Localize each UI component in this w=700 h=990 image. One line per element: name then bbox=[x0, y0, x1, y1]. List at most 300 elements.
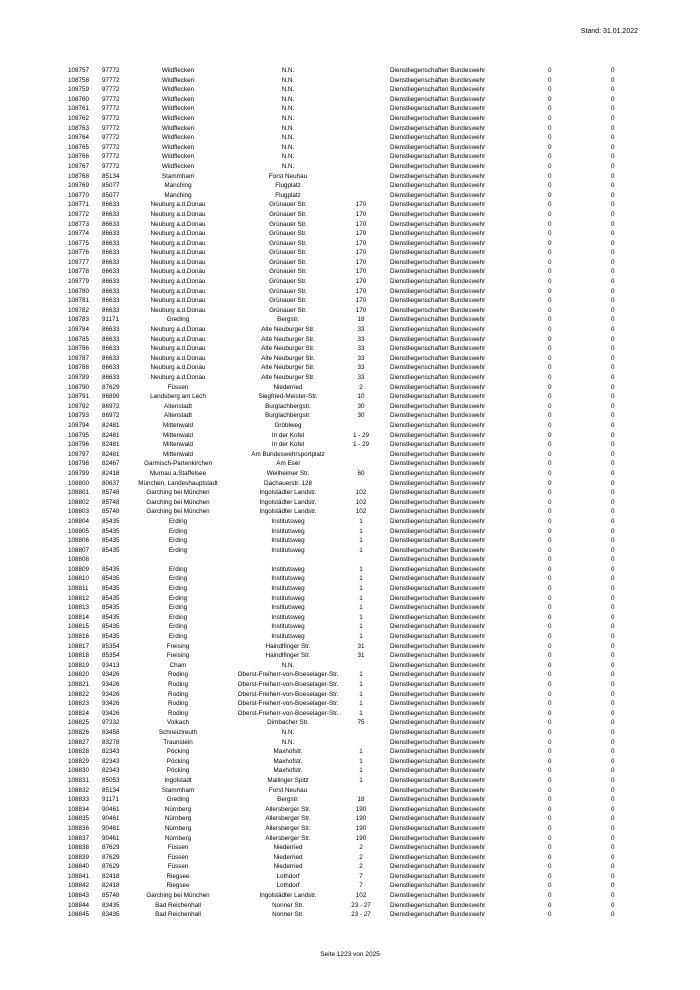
cell-value-a: 0 bbox=[548, 671, 552, 679]
cell-value-b: 0 bbox=[611, 537, 615, 545]
cell-value-a: 0 bbox=[548, 556, 552, 564]
cell-value-a: 0 bbox=[548, 354, 552, 362]
table-row: 108758 97772 Wildflecken N.N. Dienstliegenschaften Bundeswehr 0 0 bbox=[68, 76, 615, 84]
table-row: 108760 97772 Wildflecken N.N. Dienstliegenschaften Bundeswehr 0 0 bbox=[68, 95, 615, 103]
cell-value-b: 0 bbox=[611, 652, 615, 660]
cell-value-b: 0 bbox=[611, 220, 615, 228]
cell-id: 108834 bbox=[68, 805, 90, 813]
table-row: 108763 97772 Wildflecken N.N. Dienstliegenschaften Bundeswehr 0 0 bbox=[68, 124, 615, 132]
cell-owner: Dienstliegenschaften Bundeswehr bbox=[390, 383, 486, 391]
cell-value-a: 0 bbox=[548, 709, 552, 717]
cell-owner: Dienstliegenschaften Bundeswehr bbox=[390, 700, 486, 708]
cell-value-a: 0 bbox=[548, 326, 552, 334]
cell-value-b: 0 bbox=[611, 901, 615, 909]
cell-value-a: 0 bbox=[548, 105, 552, 113]
cell-owner: Dienstliegenschaften Bundeswehr bbox=[390, 153, 486, 161]
cell-id: 108839 bbox=[68, 853, 90, 861]
cell-owner: Dienstliegenschaften Bundeswehr bbox=[390, 728, 486, 736]
cell-value-a: 0 bbox=[548, 172, 552, 180]
cell-plz: 97772 bbox=[102, 134, 120, 142]
cell-value-a: 0 bbox=[548, 306, 552, 314]
cell-owner: Dienstliegenschaften Bundeswehr bbox=[390, 757, 486, 765]
cell-id: 108773 bbox=[68, 220, 90, 228]
cell-id: 108841 bbox=[68, 872, 90, 880]
table-row: 108787 86633 Neuburg a.d.Donau Alte Neuburger Str. 33 Dienstliegenschaften Bundeswehr 0 0 bbox=[68, 354, 615, 362]
cell-plz: 82343 bbox=[102, 757, 120, 765]
cell-plz: 86633 bbox=[102, 297, 120, 305]
cell-id: 108843 bbox=[68, 892, 90, 900]
cell-value-a: 0 bbox=[548, 191, 552, 199]
cell-owner: Dienstliegenschaften Bundeswehr bbox=[390, 278, 486, 286]
cell-plz: 80637 bbox=[102, 479, 120, 487]
cell-value-a: 0 bbox=[548, 124, 552, 132]
cell-id: 108802 bbox=[68, 498, 90, 506]
table-row: 108825 97332 Volkach Dimbacher Str. 75 Dienstliegenschaften Bundeswehr 0 0 bbox=[68, 719, 615, 727]
cell-owner: Dienstliegenschaften Bundeswehr bbox=[390, 872, 486, 880]
cell-value-a: 0 bbox=[548, 565, 552, 573]
cell-owner: Dienstliegenschaften Bundeswehr bbox=[390, 489, 486, 497]
cell-plz: 86633 bbox=[102, 258, 120, 266]
cell-value-a: 0 bbox=[548, 863, 552, 871]
cell-value-a: 0 bbox=[548, 402, 552, 410]
cell-value-b: 0 bbox=[611, 249, 615, 257]
cell-owner: Dienstliegenschaften Bundeswehr bbox=[390, 796, 486, 804]
cell-owner: Dienstliegenschaften Bundeswehr bbox=[390, 326, 486, 334]
cell-id: 108794 bbox=[68, 421, 90, 429]
cell-owner: Dienstliegenschaften Bundeswehr bbox=[390, 594, 486, 602]
table-row: 108835 90461 Nürnberg Allersberger Str. 190 Dienstliegenschaften Bundeswehr 0 0 bbox=[68, 815, 615, 823]
cell-plz: 90461 bbox=[102, 815, 120, 823]
cell-plz: 85435 bbox=[102, 585, 120, 593]
cell-id: 108795 bbox=[68, 431, 90, 439]
table-row: 108766 97772 Wildflecken N.N. Dienstliegenschaften Bundeswehr 0 0 bbox=[68, 153, 615, 161]
table-row: 108815 85435 Erding Institutsweg 1 Dienstliegenschaften Bundeswehr 0 0 bbox=[68, 623, 615, 631]
cell-owner: Dienstliegenschaften Bundeswehr bbox=[390, 652, 486, 660]
cell-value-a: 0 bbox=[548, 278, 552, 286]
cell-value-a: 0 bbox=[548, 412, 552, 420]
cell-id: 108770 bbox=[68, 191, 90, 199]
cell-value-a: 0 bbox=[548, 297, 552, 305]
cell-id: 108778 bbox=[68, 268, 90, 276]
table-row: 108826 83458 Schneizlreuth N.N. Dienstliegenschaften Bundeswehr 0 0 bbox=[68, 728, 615, 736]
cell-value-a: 0 bbox=[548, 374, 552, 381]
cell-owner: Dienstliegenschaften Bundeswehr bbox=[390, 469, 486, 477]
table-row: 108820 93426 Roding Oberst-Freiherr-von-Boeselager-Str. 1 Dienstliegenschaften Bundeswehr 0 0 bbox=[68, 671, 615, 679]
cell-value-b: 0 bbox=[611, 805, 615, 813]
cell-value-a: 0 bbox=[548, 537, 552, 545]
cell-value-a: 0 bbox=[548, 210, 552, 218]
cell-plz: 86972 bbox=[102, 412, 120, 420]
cell-owner: Dienstliegenschaften Bundeswehr bbox=[390, 508, 486, 516]
cell-value-a: 0 bbox=[548, 114, 552, 122]
cell-value-a: 0 bbox=[548, 652, 552, 660]
cell-owner: Dienstliegenschaften Bundeswehr bbox=[390, 258, 486, 266]
cell-value-b: 0 bbox=[611, 364, 615, 372]
cell-value-b: 0 bbox=[611, 239, 615, 247]
cell-plz: 93426 bbox=[102, 690, 120, 698]
cell-plz: 86972 bbox=[102, 402, 120, 410]
cell-value-a: 0 bbox=[548, 287, 552, 295]
cell-id: 108813 bbox=[68, 604, 90, 612]
table-row: 108798 82467 Garmisch-Partenkirchen Am Esel Dienstliegenschaften Bundeswehr 0 0 bbox=[68, 460, 615, 468]
cell-value-a: 0 bbox=[548, 479, 552, 487]
cell-owner: Dienstliegenschaften Bundeswehr bbox=[390, 86, 486, 94]
cell-value-a: 0 bbox=[548, 661, 552, 669]
cell-owner: Dienstliegenschaften Bundeswehr bbox=[390, 824, 486, 832]
cell-plz: 97772 bbox=[102, 105, 120, 113]
cell-id: 108816 bbox=[68, 633, 90, 641]
table-row: 108827 83278 Traunstein N.N. Dienstliegenschaften Bundeswehr 0 0 bbox=[68, 738, 615, 746]
table-row: 108770 85077 Manching Flugplatz Dienstliegenschaften Bundeswehr 0 0 bbox=[68, 191, 615, 199]
cell-value-b: 0 bbox=[611, 86, 615, 94]
cell-id: 108774 bbox=[68, 230, 90, 238]
cell-value-a: 0 bbox=[548, 498, 552, 506]
table-row: 108795 82481 Mittenwald In der Kofel 1 - 29 Dienstliegenschaften Bundeswehr 0 0 bbox=[68, 431, 615, 439]
cell-plz: 87629 bbox=[102, 863, 120, 871]
cell-value-a: 0 bbox=[548, 546, 552, 554]
cell-value-a: 0 bbox=[548, 220, 552, 228]
cell-plz: 91171 bbox=[102, 796, 120, 804]
cell-id: 108806 bbox=[68, 537, 90, 545]
cell-id: 108812 bbox=[68, 594, 90, 602]
cell-plz: 97772 bbox=[102, 86, 120, 94]
cell-id: 108780 bbox=[68, 287, 90, 295]
cell-plz: 86633 bbox=[102, 201, 120, 209]
cell-value-a: 0 bbox=[548, 268, 552, 276]
cell-owner: Dienstliegenschaften Bundeswehr bbox=[390, 201, 486, 209]
cell-owner: Dienstliegenschaften Bundeswehr bbox=[390, 220, 486, 228]
cell-id: 108762 bbox=[68, 114, 90, 122]
cell-id: 108810 bbox=[68, 575, 90, 583]
table-row: 108788 86633 Neuburg a.d.Donau Alte Neuburger Str. 33 Dienstliegenschaften Bundeswehr 0 0 bbox=[68, 364, 615, 372]
table-row: 108797 82481 Mittenwald Am Bundeswehrsportplatz Dienstliegenschaften Bundeswehr 0 0 bbox=[68, 450, 615, 458]
cell-plz: 97772 bbox=[102, 95, 120, 103]
table-row: 108840 87629 Füssen Niederried 2 Dienstliegenschaften Bundeswehr 0 0 bbox=[68, 863, 615, 871]
table-row: 108809 85435 Erding Institutsweg 1 Dienstliegenschaften Bundeswehr 0 0 bbox=[68, 565, 615, 573]
cell-value-b: 0 bbox=[611, 124, 615, 132]
cell-owner: Dienstliegenschaften Bundeswehr bbox=[390, 681, 486, 688]
cell-id: 108772 bbox=[68, 210, 90, 218]
cell-value-a: 0 bbox=[548, 86, 552, 94]
cell-id: 108822 bbox=[68, 690, 90, 698]
cell-id: 108811 bbox=[68, 585, 89, 593]
cell-id: 108819 bbox=[68, 661, 90, 669]
cell-value-a: 0 bbox=[548, 95, 552, 103]
cell-plz: 86633 bbox=[102, 278, 120, 286]
cell-value-a: 0 bbox=[548, 623, 552, 631]
table-row: 108793 86972 Altenstadt Burglachbergstr. 30 Dienstliegenschaften Bundeswehr 0 0 bbox=[68, 412, 615, 420]
cell-plz: 86633 bbox=[102, 210, 120, 218]
cell-owner: Dienstliegenschaften Bundeswehr bbox=[390, 460, 486, 468]
cell-id: 108785 bbox=[68, 335, 90, 343]
cell-id: 108805 bbox=[68, 527, 90, 535]
cell-plz: 86633 bbox=[102, 335, 120, 343]
cell-value-b: 0 bbox=[611, 575, 615, 583]
table-row: 108757 97772 Wildflecken N.N. Dienstliegenschaften Bundeswehr 0 0 bbox=[68, 67, 615, 74]
cell-id: 108804 bbox=[68, 517, 90, 525]
table-row: 108805 85435 Erding Institutsweg 1 Dienstliegenschaften Bundeswehr 0 0 bbox=[68, 527, 615, 535]
table-row: 108780 86633 Neuburg a.d.Donau Grünauer Str. 170 Dienstliegenschaften Bundeswehr 0 0 bbox=[68, 287, 615, 295]
table-row: 108792 86972 Altenstadt Burglachbergstr. 30 Dienstliegenschaften Bundeswehr 0 0 bbox=[68, 402, 615, 410]
cell-id: 108764 bbox=[68, 134, 90, 142]
cell-plz: 97772 bbox=[102, 124, 120, 132]
cell-plz: 97772 bbox=[102, 162, 120, 170]
cell-owner: Dienstliegenschaften Bundeswehr bbox=[390, 316, 486, 324]
cell-value-b: 0 bbox=[611, 268, 615, 276]
cell-plz: 85748 bbox=[102, 489, 120, 497]
table-row: 108818 85354 Freising Haindlfinger Str. 31 Dienstliegenschaften Bundeswehr 0 0 bbox=[68, 652, 615, 660]
table-row: 108824 93426 Roding Oberst-Freiherr-von-Boeselager-Str. 1 Dienstliegenschaften Bundeswehr 0 0 bbox=[68, 709, 615, 717]
table-row: 108789 86633 Neuburg a.d.Donau Alte Neuburger Str. 33 Dienstliegenschaften Bundeswehr 0 0 bbox=[68, 374, 615, 381]
cell-value-a: 0 bbox=[548, 460, 552, 468]
cell-value-a: 0 bbox=[548, 728, 552, 736]
table-row: 108772 86633 Neuburg a.d.Donau Grünauer Str. 170 Dienstliegenschaften Bundeswehr 0 0 bbox=[68, 210, 615, 218]
cell-plz: 85354 bbox=[102, 642, 120, 650]
cell-plz: 93426 bbox=[102, 709, 120, 717]
cell-plz: 87629 bbox=[102, 383, 120, 391]
cell-id: 108783 bbox=[68, 316, 90, 324]
cell-id: 108835 bbox=[68, 815, 90, 823]
cell-plz: 90461 bbox=[102, 824, 120, 832]
cell-value-a: 0 bbox=[548, 911, 552, 919]
cell-value-a: 0 bbox=[548, 892, 552, 900]
cell-value-b: 0 bbox=[611, 546, 615, 554]
cell-id: 108840 bbox=[68, 863, 90, 871]
cell-plz: 86633 bbox=[102, 354, 120, 362]
cell-owner: Dienstliegenschaften Bundeswehr bbox=[390, 479, 486, 487]
table-row: 108776 86633 Neuburg a.d.Donau Grünauer Str. 170 Dienstliegenschaften Bundeswehr 0 0 bbox=[68, 249, 615, 257]
cell-value-a: 0 bbox=[548, 393, 552, 401]
cell-value-a: 0 bbox=[548, 882, 552, 890]
cell-plz: 83435 bbox=[102, 901, 120, 909]
cell-value-b: 0 bbox=[611, 556, 615, 564]
cell-owner: Dienstliegenschaften Bundeswehr bbox=[390, 834, 486, 842]
cell-id: 108826 bbox=[68, 728, 90, 736]
table-row: 108775 86633 Neuburg a.d.Donau Grünauer Str. 170 Dienstliegenschaften Bundeswehr 0 0 bbox=[68, 239, 615, 247]
cell-value-b: 0 bbox=[611, 604, 615, 612]
table-row: 108781 86633 Neuburg a.d.Donau Grünauer Str. 170 Dienstliegenschaften Bundeswehr 0 0 bbox=[68, 297, 615, 305]
cell-plz: 85077 bbox=[102, 182, 120, 190]
table-row: 108829 82343 Pöcking Maxhofstr. 1 Dienstliegenschaften Bundeswehr 0 0 bbox=[68, 757, 615, 765]
cell-value-b: 0 bbox=[611, 700, 615, 708]
table-row: 108806 85435 Erding Institutsweg 1 Dienstliegenschaften Bundeswehr 0 0 bbox=[68, 537, 615, 545]
cell-owner: Dienstliegenschaften Bundeswehr bbox=[390, 143, 486, 151]
table-row: 108794 82481 Mittenwald Gröblweg Dienstliegenschaften Bundeswehr 0 0 bbox=[68, 421, 615, 429]
cell-value-a: 0 bbox=[548, 853, 552, 861]
cell-id: 108825 bbox=[68, 719, 90, 727]
table-row: 108774 86633 Neuburg a.d.Donau Grünauer Str. 170 Dienstliegenschaften Bundeswehr 0 0 bbox=[68, 230, 615, 238]
cell-id: 108828 bbox=[68, 748, 90, 756]
cell-value-a: 0 bbox=[548, 153, 552, 161]
cell-value-b: 0 bbox=[611, 326, 615, 334]
cell-id: 108823 bbox=[68, 700, 90, 708]
cell-owner: Dienstliegenschaften Bundeswehr bbox=[390, 690, 486, 698]
cell-plz: 97772 bbox=[102, 76, 120, 84]
table-row: 108765 97772 Wildflecken N.N. Dienstliegenschaften Bundeswehr 0 0 bbox=[68, 143, 615, 151]
table-row: 108831 85053 Ingolstadt Mailinger Spitz 1 Dienstliegenschaften Bundeswehr 0 0 bbox=[68, 776, 615, 784]
cell-plz: 85748 bbox=[102, 498, 120, 506]
table-row: 108823 93426 Roding Oberst-Freiherr-von-Boeselager-Str. 1 Dienstliegenschaften Bundeswehr 0 0 bbox=[68, 700, 615, 708]
cell-id: 108808 bbox=[68, 556, 90, 564]
cell-owner: Dienstliegenschaften Bundeswehr bbox=[390, 450, 486, 458]
cell-owner: Dienstliegenschaften Bundeswehr bbox=[390, 633, 486, 641]
cell-value-a: 0 bbox=[548, 364, 552, 372]
cell-plz: 85435 bbox=[102, 604, 120, 612]
table-row: 108838 87629 Füssen Niederried 2 Dienstliegenschaften Bundeswehr 0 0 bbox=[68, 844, 615, 852]
table-row: 108816 85435 Erding Institutsweg 1 Dienstliegenschaften Bundeswehr 0 0 bbox=[68, 633, 615, 641]
cell-value-b: 0 bbox=[611, 642, 615, 650]
cell-plz: 85748 bbox=[102, 508, 120, 516]
cell-value-a: 0 bbox=[548, 421, 552, 429]
cell-value-b: 0 bbox=[611, 824, 615, 832]
cell-plz: 85435 bbox=[102, 633, 120, 641]
cell-plz: 93426 bbox=[102, 681, 120, 688]
cell-id: 108788 bbox=[68, 364, 90, 372]
table-row: 108814 85435 Erding Institutsweg 1 Dienstliegenschaften Bundeswehr 0 0 bbox=[68, 613, 615, 621]
cell-value-b: 0 bbox=[611, 306, 615, 314]
cell-plz: 90461 bbox=[102, 805, 120, 813]
table-row: 108837 90461 Nürnberg Allersberger Str. 190 Dienstliegenschaften Bundeswehr 0 0 bbox=[68, 834, 615, 842]
cell-value-a: 0 bbox=[548, 249, 552, 257]
cell-value-a: 0 bbox=[548, 834, 552, 842]
cell-id: 108760 bbox=[68, 95, 90, 103]
cell-owner: Dienstliegenschaften Bundeswehr bbox=[390, 815, 486, 823]
cell-value-a: 0 bbox=[548, 383, 552, 391]
table-row: 108771 86633 Neuburg a.d.Donau Grünauer Str. 170 Dienstliegenschaften Bundeswehr 0 0 bbox=[68, 201, 615, 209]
cell-plz: 90461 bbox=[102, 834, 120, 842]
cell-plz: 85435 bbox=[102, 613, 120, 621]
cell-value-a: 0 bbox=[548, 681, 552, 688]
cell-value-b: 0 bbox=[611, 728, 615, 736]
cell-id: 108814 bbox=[68, 613, 90, 621]
cell-value-a: 0 bbox=[548, 239, 552, 247]
cell-value-b: 0 bbox=[611, 469, 615, 477]
cell-value-b: 0 bbox=[611, 489, 615, 497]
cell-id: 108827 bbox=[68, 738, 90, 746]
table-row: 108819 93413 Cham N.N. Dienstliegenschaften Bundeswehr 0 0 bbox=[68, 661, 615, 669]
cell-value-b: 0 bbox=[611, 594, 615, 602]
cell-value-a: 0 bbox=[548, 335, 552, 343]
table-row: 108802 85748 Garching bei München Ingolstädter Landstr. 102 Dienstliegenschaften Bundeswehr 0 0 bbox=[68, 498, 615, 506]
cell-plz: 86633 bbox=[102, 287, 120, 295]
cell-plz: 82418 bbox=[102, 872, 120, 880]
cell-id: 108789 bbox=[68, 374, 90, 381]
cell-id: 108776 bbox=[68, 249, 90, 257]
cell-plz: 85435 bbox=[102, 565, 120, 573]
cell-value-b: 0 bbox=[611, 690, 615, 698]
cell-value-b: 0 bbox=[611, 143, 615, 151]
cell-plz: 86633 bbox=[102, 230, 120, 238]
cell-value-a: 0 bbox=[548, 469, 552, 477]
cell-value-b: 0 bbox=[611, 316, 615, 324]
cell-value-b: 0 bbox=[611, 335, 615, 343]
cell-value-b: 0 bbox=[611, 623, 615, 631]
cell-plz: 93426 bbox=[102, 671, 120, 679]
cell-value-a: 0 bbox=[548, 786, 552, 794]
cell-value-b: 0 bbox=[611, 153, 615, 161]
cell-value-a: 0 bbox=[548, 805, 552, 813]
cell-id: 108837 bbox=[68, 834, 90, 842]
cell-owner: Dienstliegenschaften Bundeswehr bbox=[390, 527, 486, 535]
cell-value-a: 0 bbox=[548, 431, 552, 439]
cell-value-b: 0 bbox=[611, 834, 615, 842]
table-row: 108821 93426 Roding Oberst-Freiherr-von-Boeselager-Str. 1 Dienstliegenschaften Bundeswehr 0 0 bbox=[68, 681, 615, 688]
cell-owner: Dienstliegenschaften Bundeswehr bbox=[390, 230, 486, 238]
table-row: 108799 82418 Murnau a.Staffelsee Weilheimer Str. 60 Dienstliegenschaften Bundeswehr 0 0 bbox=[68, 469, 615, 477]
table-row: 108845 83435 Bad Reichenhall Nonner Str. 23 - 27 Dienstliegenschaften Bundeswehr 0 0 bbox=[68, 911, 615, 919]
cell-plz: 86633 bbox=[102, 268, 120, 276]
cell-value-a: 0 bbox=[548, 748, 552, 756]
cell-owner: Dienstliegenschaften Bundeswehr bbox=[390, 441, 486, 449]
cell-id: 108767 bbox=[68, 162, 90, 170]
table-row: 108767 97772 Wildflecken N.N. Dienstliegenschaften Bundeswehr 0 0 bbox=[68, 162, 615, 170]
cell-owner: Dienstliegenschaften Bundeswehr bbox=[390, 76, 486, 84]
cell-value-b: 0 bbox=[611, 230, 615, 238]
cell-owner: Dienstliegenschaften Bundeswehr bbox=[390, 911, 486, 919]
cell-value-a: 0 bbox=[548, 815, 552, 823]
cell-owner: Dienstliegenschaften Bundeswehr bbox=[390, 268, 486, 276]
cell-id: 108775 bbox=[68, 239, 90, 247]
cell-owner: Dienstliegenschaften Bundeswehr bbox=[390, 623, 486, 631]
cell-value-a: 0 bbox=[548, 690, 552, 698]
cell-value-b: 0 bbox=[611, 421, 615, 429]
table-row: 108844 83435 Bad Reichenhall Nonner Str. 23 - 27 Dienstliegenschaften Bundeswehr 0 0 bbox=[68, 901, 615, 909]
cell-value-a: 0 bbox=[548, 824, 552, 832]
cell-id: 108781 bbox=[68, 297, 90, 305]
table-row: 108773 86633 Neuburg a.d.Donau Grünauer Str. 170 Dienstliegenschaften Bundeswehr 0 0 bbox=[68, 220, 615, 228]
cell-id: 108792 bbox=[68, 402, 90, 410]
cell-value-b: 0 bbox=[611, 613, 615, 621]
cell-id: 108771 bbox=[68, 201, 90, 209]
cell-owner: Dienstliegenschaften Bundeswehr bbox=[390, 354, 486, 362]
cell-owner: Dienstliegenschaften Bundeswehr bbox=[390, 67, 486, 74]
table-row: 108843 85748 Garching bei München Ingolstädter Landstr. 102 Dienstliegenschaften Bundeswehr 0 0 bbox=[68, 892, 615, 900]
cell-value-a: 0 bbox=[548, 316, 552, 324]
cell-value-a: 0 bbox=[548, 508, 552, 516]
table-row: 108841 82418 Riegsee Lothdorf 7 Dienstliegenschaften Bundeswehr 0 0 bbox=[68, 872, 615, 880]
cell-id: 108833 bbox=[68, 796, 90, 804]
cell-plz: 85435 bbox=[102, 594, 120, 602]
cell-plz: 97772 bbox=[102, 67, 120, 74]
cell-id: 108768 bbox=[68, 172, 90, 180]
cell-value-b: 0 bbox=[611, 498, 615, 506]
cell-plz: 82343 bbox=[102, 767, 120, 775]
table-row: 108801 85748 Garching bei München Ingolstädter Landstr. 102 Dienstliegenschaften Bundeswehr 0 0 bbox=[68, 489, 615, 497]
cell-plz: 82481 bbox=[102, 431, 120, 439]
cell-owner: Dienstliegenschaften Bundeswehr bbox=[390, 642, 486, 650]
cell-owner: Dienstliegenschaften Bundeswehr bbox=[390, 805, 486, 813]
table-row: 108777 86633 Neuburg a.d.Donau Grünauer Str. 170 Dienstliegenschaften Bundeswehr 0 0 bbox=[68, 258, 615, 266]
cell-plz: 86633 bbox=[102, 239, 120, 247]
cell-id: 108801 bbox=[68, 489, 90, 497]
cell-value-b: 0 bbox=[611, 76, 615, 84]
cell-plz: 85435 bbox=[102, 575, 120, 583]
cell-id: 108786 bbox=[68, 345, 90, 353]
cell-owner: Dienstliegenschaften Bundeswehr bbox=[390, 786, 486, 794]
cell-value-a: 0 bbox=[548, 642, 552, 650]
cell-value-b: 0 bbox=[611, 374, 615, 381]
cell-value-b: 0 bbox=[611, 796, 615, 804]
cell-value-b: 0 bbox=[611, 681, 615, 688]
cell-value-b: 0 bbox=[611, 278, 615, 286]
table-row: 108779 86633 Neuburg a.d.Donau Grünauer Str. 170 Dienstliegenschaften Bundeswehr 0 0 bbox=[68, 278, 615, 286]
cell-plz: 85354 bbox=[102, 652, 120, 660]
table-row: 108842 82418 Riegsee Lothdorf 7 Dienstliegenschaften Bundeswehr 0 0 bbox=[68, 882, 615, 890]
cell-value-a: 0 bbox=[548, 901, 552, 909]
table-row: 108832 85134 Stammham Forst Neuhau Dienstliegenschaften Bundeswehr 0 0 bbox=[68, 786, 615, 794]
cell-id: 108844 bbox=[68, 901, 90, 909]
cell-value-b: 0 bbox=[611, 191, 615, 199]
